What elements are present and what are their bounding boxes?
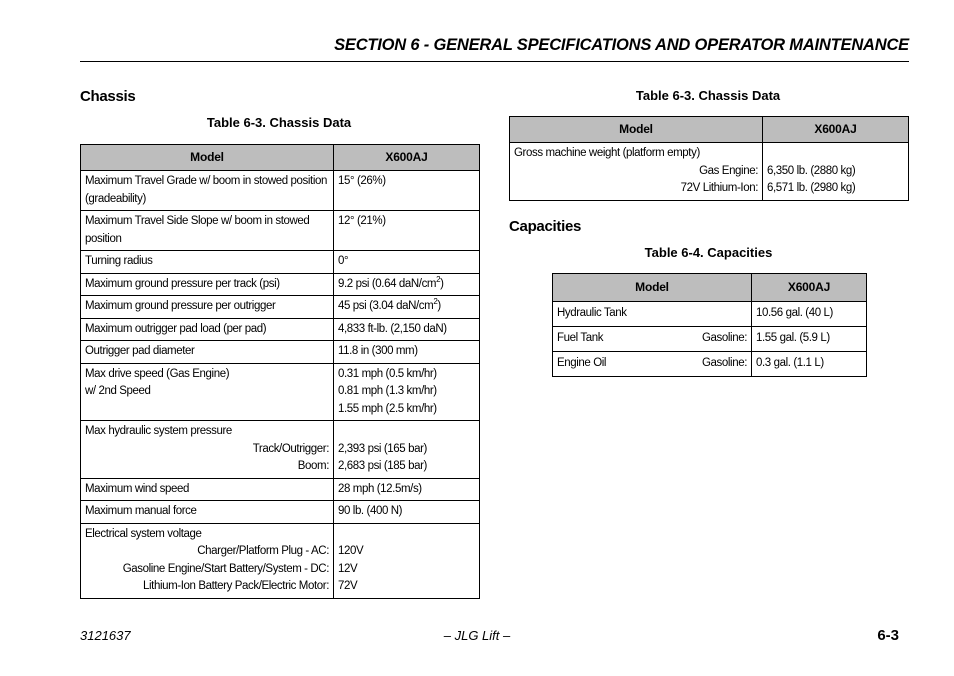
row-value: 12° (21%) <box>334 211 480 251</box>
sub-label: Gas Engine: <box>699 164 758 177</box>
row-value <box>763 143 909 201</box>
table-row <box>81 478 480 501</box>
label-text: Engine Oil <box>557 357 607 370</box>
label-line <box>557 330 747 348</box>
table-header-row <box>553 274 867 302</box>
row-label: Outrigger pad diameter <box>81 341 334 364</box>
section-title: SECTION 6 - GENERAL SPECIFICATIONS AND OPERATOR MAINTENANCE <box>334 36 909 54</box>
page-number: 6-3 <box>877 627 899 644</box>
value-line: 2,683 psi (185 bar) <box>338 460 427 472</box>
capacities-heading: Capacities <box>509 218 582 235</box>
column-header-model: Model <box>81 145 334 171</box>
sub-label: 72V Lithium-Ion: <box>680 182 758 194</box>
superscript: 2 <box>433 297 438 307</box>
table-row <box>553 327 867 352</box>
table-row <box>81 341 480 364</box>
label-line: Max hydraulic system pressure <box>85 425 232 437</box>
table-row <box>81 363 480 421</box>
row-label <box>81 363 334 421</box>
row-label <box>510 143 763 201</box>
sub-label: Gasoline Engine/Start Battery/System - DC: <box>122 562 329 575</box>
column-header-x600aj: X600AJ <box>752 274 867 302</box>
header-rule <box>80 61 909 62</box>
table-row <box>510 143 909 201</box>
table-row <box>553 302 867 327</box>
value-line: 72V <box>338 580 358 592</box>
row-label: Maximum ground pressure per track (psi) <box>81 273 334 296</box>
chassis-data-table <box>80 144 480 599</box>
superscript: 2 <box>436 274 441 284</box>
row-label: Turning radius <box>81 251 334 274</box>
row-value: 0.3 gal. (1.1 L) <box>752 352 867 377</box>
value-line: 0.81 mph (1.3 km/hr) <box>338 385 437 397</box>
footer-brand: – JLG Lift – <box>443 628 511 643</box>
label-line <box>557 355 747 373</box>
sub-label: Gasoline: <box>702 357 747 370</box>
row-label: Hydraulic Tank <box>553 302 752 327</box>
row-value <box>334 363 480 421</box>
value-line: 12V <box>338 562 358 575</box>
table-row <box>81 318 480 341</box>
label-text: Fuel Tank <box>557 332 604 345</box>
table-row <box>81 251 480 274</box>
chassis-table-caption-continued: Table 6-3. Chassis Data <box>635 88 781 103</box>
row-value: 28 mph (12.5m/s) <box>334 478 480 501</box>
column-header-x600aj: X600AJ <box>763 117 909 143</box>
sub-label: Charger/Platform Plug - AC: <box>197 545 329 557</box>
value-line: 6,350 lb. (2880 kg) <box>767 164 856 177</box>
table-row <box>81 171 480 211</box>
row-value: 1.55 gal. (5.9 L) <box>752 327 867 352</box>
table-row <box>553 352 867 377</box>
row-value: 0° <box>334 251 480 274</box>
row-value: 15° (26%) <box>334 171 480 211</box>
label-line: Max drive speed (Gas Engine) <box>85 367 230 380</box>
row-value: 4,833 ft-lb. (2,150 daN) <box>334 318 480 341</box>
sub-label: Track/Outrigger: <box>252 442 329 455</box>
chassis-table-caption: Table 6-3. Chassis Data <box>206 115 352 130</box>
value-text: ) <box>437 300 441 312</box>
row-label <box>81 421 334 479</box>
row-label: Maximum Travel Grade w/ boom in stowed position (gradeability) <box>81 171 334 211</box>
row-label: Maximum manual force <box>81 501 334 524</box>
label-line: w/ 2nd Speed <box>85 385 151 397</box>
table-row <box>81 296 480 319</box>
value-text: ) <box>440 277 444 290</box>
column-header-model: Model <box>553 274 752 302</box>
chassis-heading: Chassis <box>80 88 136 105</box>
value-line: 1.55 mph (2.5 km/hr) <box>338 402 437 415</box>
row-value: 90 lb. (400 N) <box>334 501 480 524</box>
table-header-row <box>510 117 909 143</box>
value-line: 6,571 lb. (2980 kg) <box>767 182 856 194</box>
column-header-model: Model <box>510 117 763 143</box>
table-row <box>81 501 480 524</box>
row-label: Maximum ground pressure per outrigger <box>81 296 334 319</box>
chassis-data-table-continued <box>509 116 909 201</box>
row-value <box>334 523 480 598</box>
column-header-x600aj: X600AJ <box>334 145 480 171</box>
sub-label: Boom: <box>297 460 329 472</box>
row-value: 10.56 gal. (40 L) <box>752 302 867 327</box>
row-label <box>553 352 752 377</box>
row-label: Maximum Travel Side Slope w/ boom in stowed position <box>81 211 334 251</box>
table-row <box>81 523 480 598</box>
row-label: Maximum wind speed <box>81 478 334 501</box>
table-header-row <box>81 145 480 171</box>
row-label <box>553 327 752 352</box>
value-line: 2,393 psi (165 bar) <box>338 442 427 455</box>
value-line: 120V <box>338 545 364 557</box>
row-value <box>334 421 480 479</box>
document-number: 3121637 <box>80 628 131 643</box>
sub-label: Gasoline: <box>702 332 747 345</box>
value-line: 0.31 mph (0.5 km/hr) <box>338 367 437 380</box>
row-label: Maximum outrigger pad load (per pad) <box>81 318 334 341</box>
table-row <box>81 211 480 251</box>
row-label <box>81 523 334 598</box>
capacities-table-caption: Table 6-4. Capacities <box>644 245 773 260</box>
row-value <box>334 273 480 296</box>
row-value: 11.8 in (300 mm) <box>334 341 480 364</box>
capacities-table <box>552 273 867 377</box>
sub-label: Lithium-Ion Battery Pack/Electric Motor: <box>143 580 329 592</box>
label-line: Gross machine weight (platform empty) <box>514 147 700 159</box>
value-text: 45 psi (3.04 daN/cm <box>338 300 434 312</box>
row-value <box>334 296 480 319</box>
table-row <box>81 421 480 479</box>
label-line: Electrical system voltage <box>85 527 202 540</box>
table-row <box>81 273 480 296</box>
value-text: 9.2 psi (0.64 daN/cm <box>338 277 437 290</box>
